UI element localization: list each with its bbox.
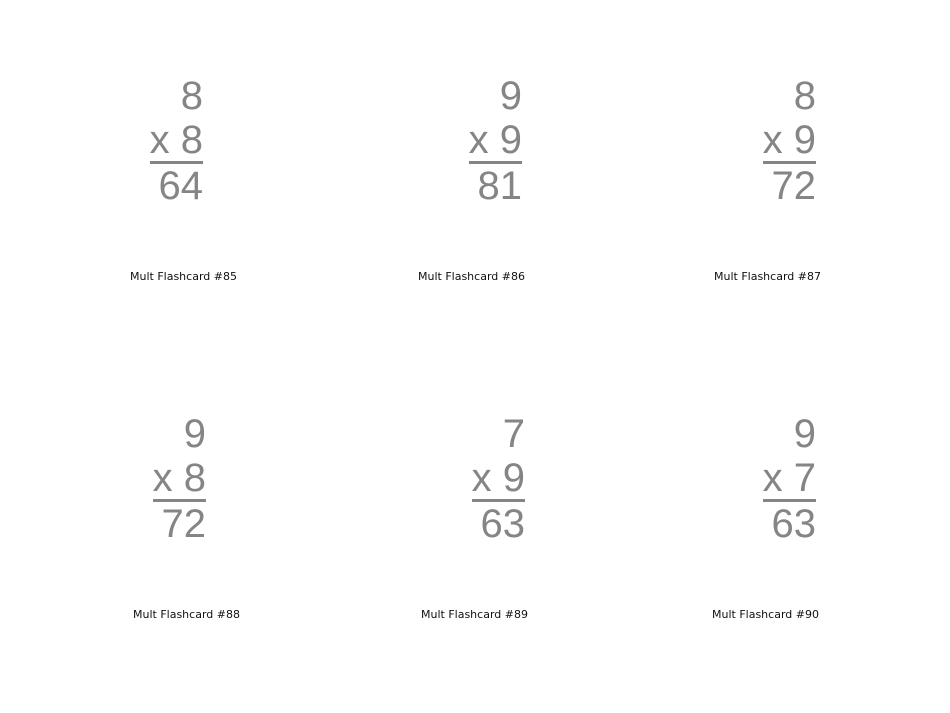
card-caption: Mult Flashcard #87 bbox=[714, 270, 821, 283]
multiplicand: 7 bbox=[502, 412, 525, 456]
multiplicand: 9 bbox=[793, 412, 816, 456]
multiplication-problem bbox=[153, 412, 206, 547]
flashcard bbox=[3, 74, 237, 304]
card-caption: Mult Flashcard #89 bbox=[421, 608, 528, 621]
multiplication-problem bbox=[763, 74, 816, 209]
multiplicand: 8 bbox=[180, 74, 203, 118]
multiplier-row: x 9 bbox=[471, 456, 525, 500]
multiplier-row: x 9 bbox=[762, 118, 816, 162]
multiplicand: 9 bbox=[499, 74, 522, 118]
multiplication-problem bbox=[469, 74, 522, 209]
multiplication-problem bbox=[763, 412, 816, 547]
multiplicand: 8 bbox=[793, 74, 816, 118]
card-caption: Mult Flashcard #88 bbox=[133, 608, 240, 621]
product-answer: 72 bbox=[161, 502, 206, 546]
card-caption: Mult Flashcard #86 bbox=[418, 270, 525, 283]
flashcard bbox=[6, 412, 240, 642]
flashcard bbox=[616, 74, 821, 304]
flashcard bbox=[322, 74, 525, 304]
card-caption: Mult Flashcard #85 bbox=[130, 270, 237, 283]
product-answer: 72 bbox=[771, 164, 816, 208]
multiplicand: 9 bbox=[183, 412, 206, 456]
multiplier-row: x 8 bbox=[149, 118, 203, 162]
flashcard bbox=[616, 412, 819, 642]
flashcard bbox=[325, 412, 528, 642]
card-caption: Mult Flashcard #90 bbox=[712, 608, 819, 621]
multiplier-row: x 9 bbox=[468, 118, 522, 162]
multiplier-row: x 8 bbox=[152, 456, 206, 500]
product-answer: 64 bbox=[158, 164, 203, 208]
product-answer: 63 bbox=[480, 502, 525, 546]
product-answer: 81 bbox=[477, 164, 522, 208]
multiplication-problem bbox=[150, 74, 203, 209]
multiplier-row: x 7 bbox=[762, 456, 816, 500]
multiplication-problem bbox=[472, 412, 525, 547]
product-answer: 63 bbox=[771, 502, 816, 546]
